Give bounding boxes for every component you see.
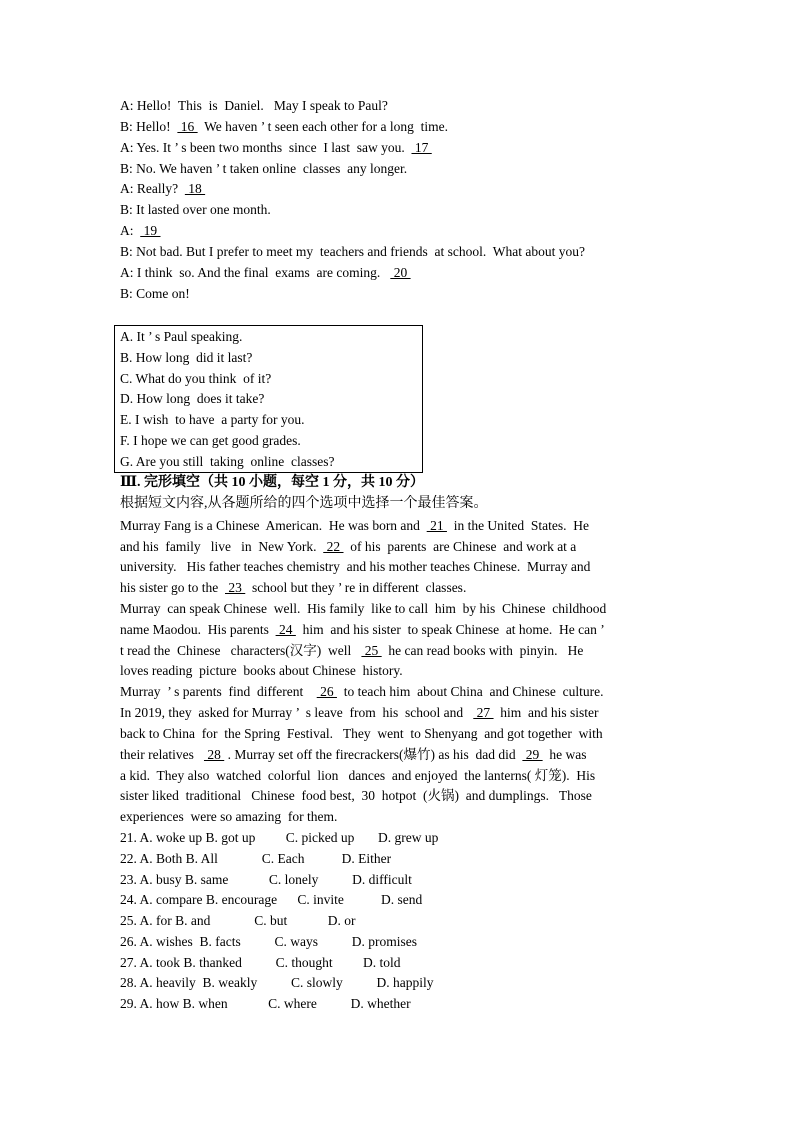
passage-line: back to China for the Spring Festival. They went to Shenyang and got together with — [120, 726, 603, 741]
question-item: 29. A. how B. when C. where D. whether — [120, 996, 411, 1011]
dialogue-line: A: Hello! This is Daniel. May I speak to Paul? — [120, 98, 388, 113]
dialogue-line: B: Come on! — [120, 286, 190, 301]
section-heading: Ⅲ. 完形填空（共 10 小题，每空 1 分，共 10 分） — [120, 475, 425, 490]
dialogue-line: B: It lasted over one month. — [120, 202, 271, 217]
passage-line: name Maodou. His parents 24 him and his sister to speak Chinese at home. He can ’ — [120, 622, 605, 637]
passage-line: Murray can speak Chinese well. His family like to call him by his Chinese childhood — [120, 601, 607, 616]
question-item: 22. A. Both B. All C. Each D. Either — [120, 851, 392, 866]
answer-blank: 17 — [411, 140, 432, 155]
answer-blank: 16 — [177, 119, 198, 134]
passage-line: a kid. They also watched colorful lion dances and enjoyed the lanterns( 灯笼). His — [120, 768, 596, 783]
answer-blank: 26 — [316, 684, 337, 699]
answer-blank: 23 — [225, 580, 246, 595]
dialogue-line: B: No. We haven ’ t taken online classes any longer. — [120, 161, 408, 176]
passage-line: In 2019, they asked for Murray ’ s leave from his school and 27 him and his sister — [120, 705, 599, 720]
dialogue-line: B: Not bad. But I prefer to meet my teachers and friends at school. What about you? — [120, 244, 585, 259]
passage-line: their relatives 28 . Murray set off the firecrackers(爆竹) as his dad did 29 he was — [120, 747, 587, 762]
dialogue-line: A: Really? 18 — [120, 181, 206, 196]
dialogue-line: A: Yes. It ’ s been two months since I last saw you. 17 — [120, 140, 432, 155]
answer-blank: 24 — [275, 622, 296, 637]
question-item: 25. A. for B. and C. but D. or — [120, 913, 356, 928]
option-item: E. I wish to have a party for you. — [120, 412, 305, 427]
passage-line: his sister go to the 23 school but they ’ re in different classes. — [120, 580, 467, 595]
answer-blank: 28 — [203, 747, 225, 762]
dialogue-line: A: 19 — [120, 223, 161, 238]
question-item: 23. A. busy B. same C. lonely D. difficult — [120, 872, 412, 887]
option-item: F. I hope we can get good grades. — [120, 433, 301, 448]
passage-line: experiences were so amazing for them. — [120, 809, 338, 824]
answer-blank: 21 — [426, 518, 447, 533]
question-item: 27. A. took B. thanked C. thought D. told — [120, 955, 401, 970]
question-item: 21. A. woke up B. got up C. picked up D. grew up — [120, 830, 439, 845]
question-item: 24. A. compare B. encourage C. invite D. send — [120, 892, 423, 907]
question-item: 28. A. heavily B. weakly C. slowly D. happily — [120, 975, 434, 990]
answer-blank: 22 — [323, 539, 344, 554]
answer-blank: 18 — [184, 181, 206, 196]
option-item: B. How long did it last? — [120, 350, 253, 365]
passage-line: Murray ’ s parents find different 26 to teach him about China and Chinese culture. — [120, 684, 604, 699]
option-item: C. What do you think of it? — [120, 371, 272, 386]
passage-line: sister liked traditional Chinese food best, 30 hotpot (火锅) and dumplings. Those — [120, 788, 592, 803]
answer-blank: 27 — [473, 705, 494, 720]
passage-line: and his family live in New York. 22 of his parents are Chinese and work at a — [120, 539, 577, 554]
answer-blank: 25 — [361, 643, 382, 658]
section-instruction: 根据短文内容,从各题所给的四个选项中选择一个最佳答案。 — [120, 496, 488, 511]
option-item: A. It ’ s Paul speaking. — [120, 329, 243, 344]
option-item: D. How long does it take? — [120, 391, 265, 406]
answer-blank: 19 — [140, 223, 161, 238]
passage-line: loves reading picture books about Chinese history. — [120, 663, 403, 678]
option-item: G. Are you still taking online classes? — [120, 454, 335, 469]
passage-line: Murray Fang is a Chinese American. He was born and 21 in the United States. He — [120, 518, 590, 533]
question-item: 26. A. wishes B. facts C. ways D. promises — [120, 934, 417, 949]
dialogue-line: A: I think so. And the final exams are coming. 20 — [120, 265, 411, 280]
passage-line: t read the Chinese characters(汉字) well 25 he can read books with pinyin. He — [120, 643, 584, 658]
answer-blank: 29 — [522, 747, 543, 762]
answer-blank: 20 — [390, 265, 411, 280]
passage-line: university. His father teaches chemistry and his mother teaches Chinese. Murray and — [120, 559, 591, 574]
dialogue-line: B: Hello! 16 We haven ’ t seen each other for a long time. — [120, 119, 448, 134]
